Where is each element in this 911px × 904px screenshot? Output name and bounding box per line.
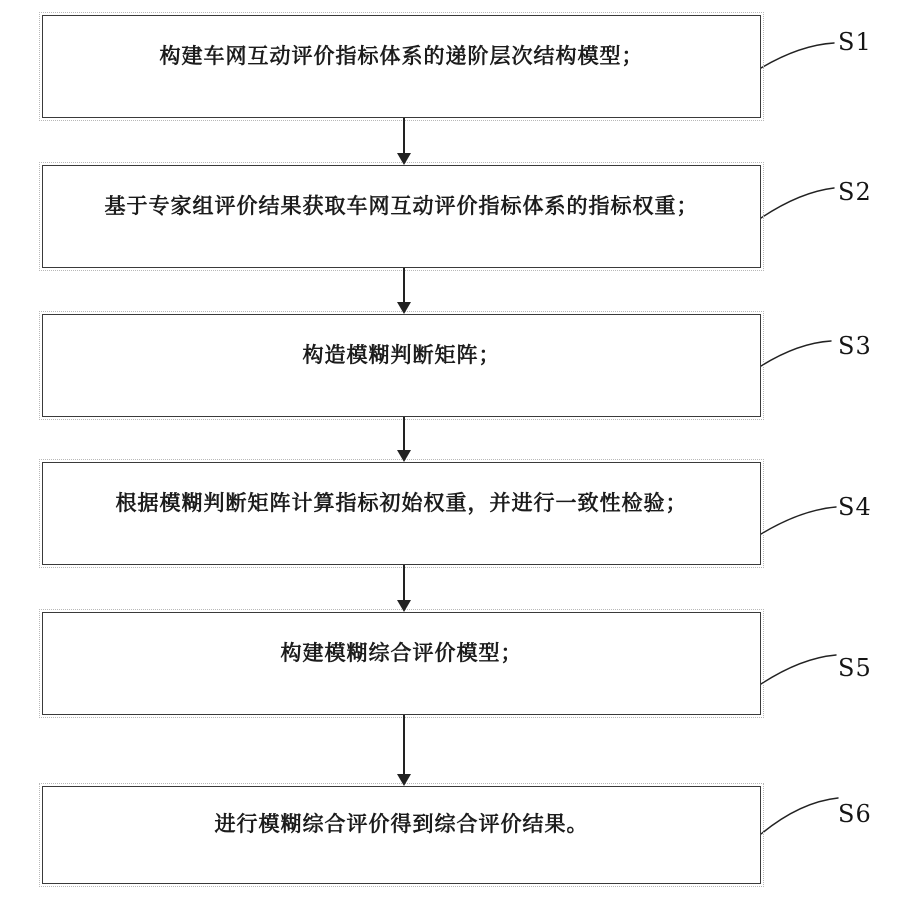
flow-step-text-1: 构建车网互动评价指标体系的递阶层次结构模型； (159, 43, 644, 68)
down-arrow-icon-3 (397, 417, 411, 462)
flow-step-box-4 (42, 462, 761, 565)
leader-line-s2 (761, 188, 834, 218)
flow-step-text-5: 构建模糊综合评价模型； (280, 640, 523, 665)
step-id-label-s1: S1 (838, 28, 872, 56)
flow-step-box-6 (42, 786, 761, 884)
leader-line-s6 (761, 798, 838, 834)
leader-line-s1 (761, 43, 834, 68)
leader-line-s4 (761, 507, 836, 534)
arrow-head (397, 450, 411, 462)
step-id-label-s3: S3 (838, 332, 872, 360)
flow-step-box-5 (42, 612, 761, 715)
flow-step-box-1 (42, 15, 761, 118)
step-id-label-s4: S4 (838, 493, 872, 521)
down-arrow-icon-4 (397, 565, 411, 612)
arrow-shaft (403, 417, 405, 450)
arrow-shaft (403, 715, 405, 774)
arrow-head (397, 600, 411, 612)
arrow-shaft (403, 118, 405, 153)
flow-step-box-3 (42, 314, 761, 417)
flow-step-text-2: 基于专家组评价结果获取车网互动评价指标体系的指标权重； (104, 193, 699, 218)
down-arrow-icon-5 (397, 715, 411, 786)
arrow-head (397, 302, 411, 314)
flow-step-text-6: 进行模糊综合评价得到综合评价结果。 (214, 812, 589, 837)
step-id-label-s6: S6 (838, 800, 872, 828)
flow-step-box-2 (42, 165, 761, 268)
leader-line-s5 (761, 655, 836, 684)
arrow-head (397, 774, 411, 786)
step-id-label-s5: S5 (838, 654, 872, 682)
arrow-shaft (403, 565, 405, 600)
step-id-label-s2: S2 (838, 178, 872, 206)
flow-step-text-4: 根据模糊判断矩阵计算指标初始权重，并进行一致性检验； (115, 490, 688, 515)
arrow-shaft (403, 268, 405, 302)
leader-line-s3 (761, 341, 831, 366)
down-arrow-icon-2 (397, 268, 411, 314)
arrow-head (397, 153, 411, 165)
flow-step-text-3: 构造模糊判断矩阵； (302, 342, 501, 367)
down-arrow-icon-1 (397, 118, 411, 165)
